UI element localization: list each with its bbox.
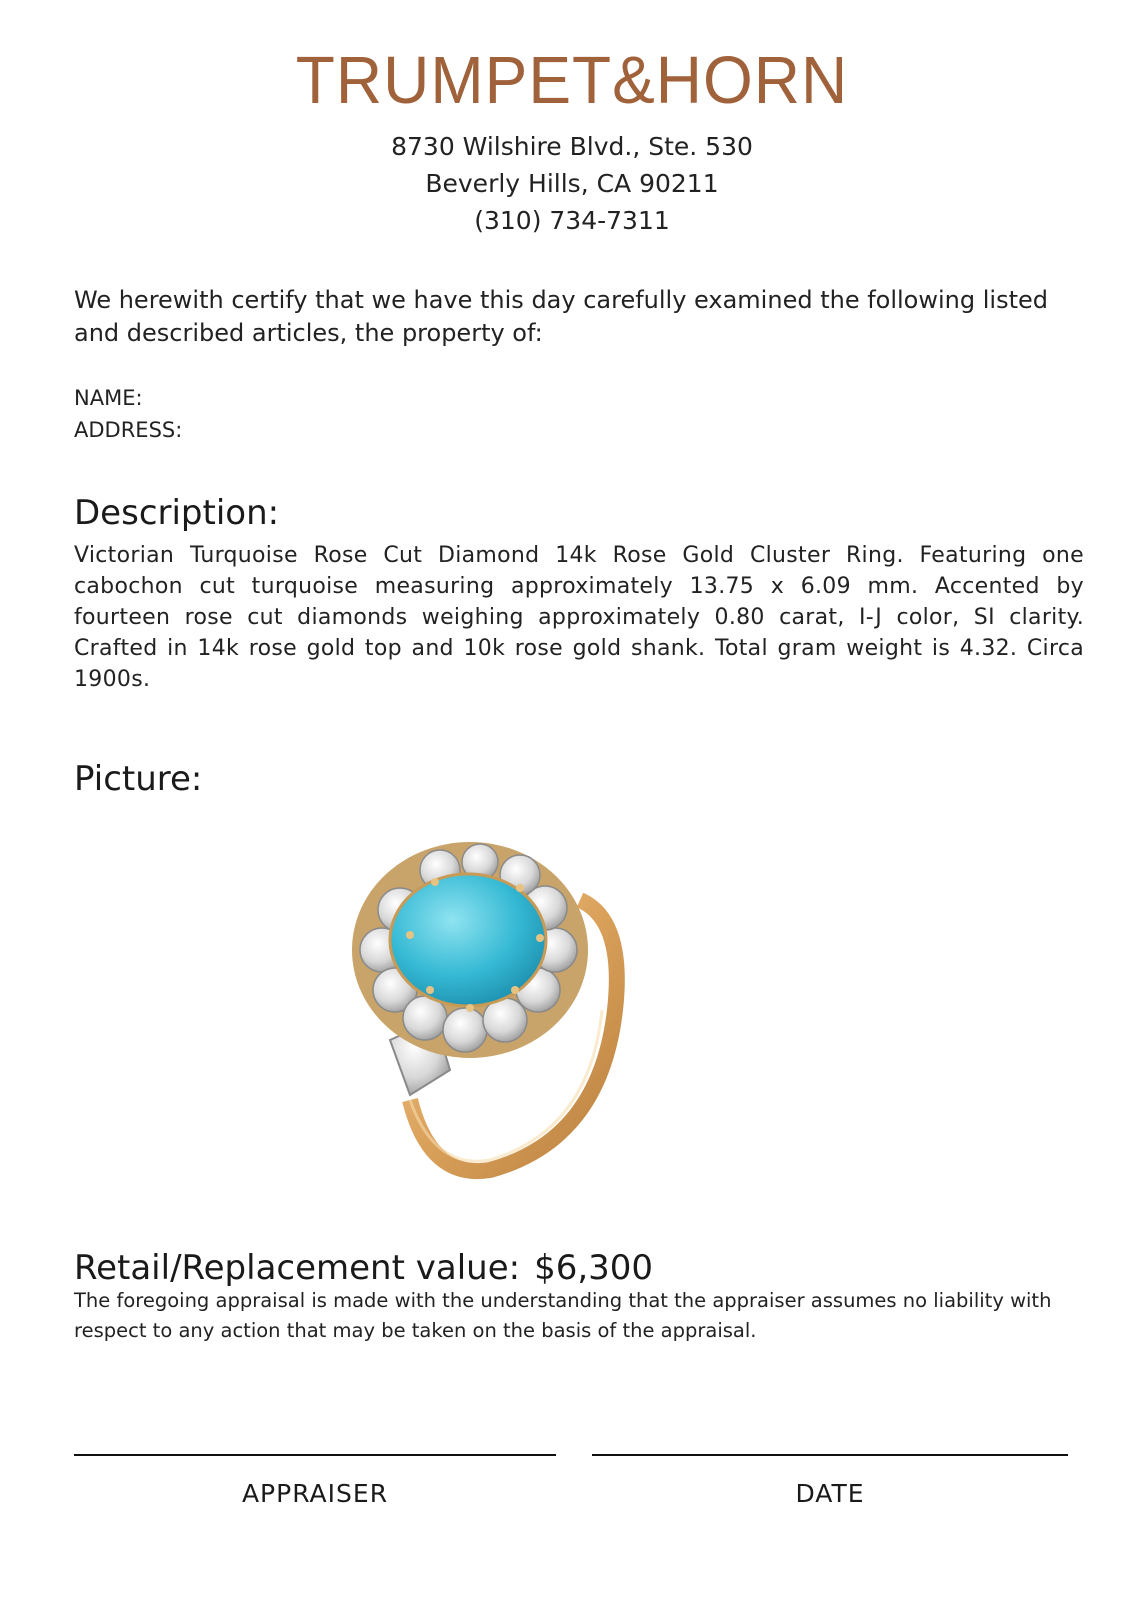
owner-fields xyxy=(74,382,182,446)
appraiser-label: APPRAISER xyxy=(241,1479,389,1508)
ring-illustration xyxy=(340,840,660,1200)
name-label: NAME: xyxy=(74,386,143,410)
brand-logo: TRUMPET&HORN xyxy=(295,42,849,118)
description-text: Victorian Turquoise Rose Cut Diamond 14k Rose Gold Cluster Ring. Featuring one cabochon cut turquoise measuring approximately 13.75 x 6.09 mm. Accented by fourteen rose cut diamonds weighing approximately 0.80 carat, I-J color, SI clarity. Crafted in 14k rose gold top and 10k rose gold shank. Total gram weight is 4.32. Circa 1900s. xyxy=(74,543,1084,692)
phone-number: (310) 734-7311 xyxy=(474,206,670,235)
date-label: DATE xyxy=(795,1479,865,1508)
certification-statement: We herewith certify that we have this day carefully examined the following listed and described articles, the property of: xyxy=(74,286,1048,347)
date-signature-line xyxy=(592,1454,1068,1456)
store-address xyxy=(0,128,1144,239)
address-label: ADDRESS: xyxy=(74,418,183,442)
ring-photo xyxy=(340,840,660,1200)
retail-value xyxy=(74,1248,653,1288)
appraiser-signature-line xyxy=(74,1454,556,1456)
value-amount: $6,300 xyxy=(534,1248,654,1288)
disclaimer-text: The foregoing appraisal is made with the understanding that the appraiser assumes no liability with respect to any action that may be taken on the basis of the appraisal. xyxy=(74,1289,1052,1342)
value-label: Retail/Replacement value: xyxy=(74,1248,521,1288)
address-line-1: 8730 Wilshire Blvd., Ste. 530 xyxy=(391,132,753,161)
description-heading: Description: xyxy=(74,493,280,533)
address-line-2: Beverly Hills, CA 90211 xyxy=(425,169,719,198)
picture-heading: Picture: xyxy=(74,759,203,799)
